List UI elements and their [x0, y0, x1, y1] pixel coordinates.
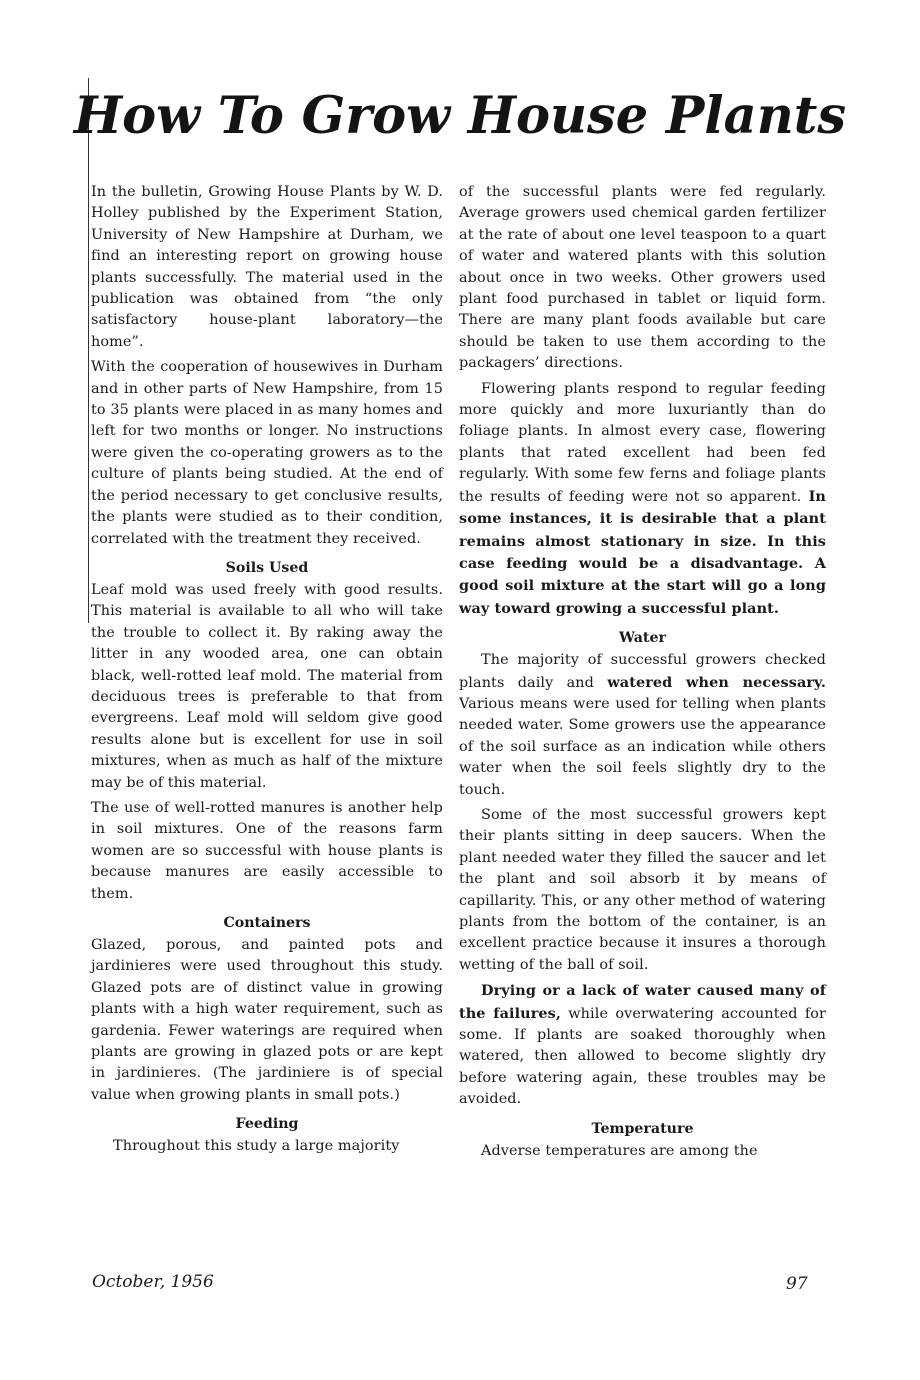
- heading-soils-used: Soils Used: [225, 559, 309, 576]
- heading-temperature: Temperature: [591, 1120, 694, 1137]
- right-paragraph-1: of the successful plants were fed regularly. Average growers used chemical garden fertilizer at the rate of about one level teaspoon to a quart of water and watered plants with this solution about once in two weeks. Other growers used plant food purchased in tablet or liquid form. There are many plant foods available but care should be taken to use them according to the packagers’ directions.: [459, 184, 826, 372]
- right-column: [459, 182, 826, 1162]
- right-paragraph-3-text-a: The majority of successful growers checked plants daily and: [459, 652, 826, 691]
- right-paragraph-6: Adverse temperatures are among the: [481, 1142, 758, 1159]
- right-paragraph-5-bold: Drying or a lack of water caused many of the failures,: [459, 982, 826, 1022]
- left-paragraph-4: The use of well-rotted manures is another help in soil mixtures. One of the reasons farm women are so successful with house plants is because manures are easily accessible to them.: [91, 799, 443, 902]
- left-paragraph-6: Throughout this study a large majority: [113, 1138, 400, 1155]
- right-paragraph-2-text: Flowering plants respond to regular feeding more quickly and more luxuriantly than do foliage plants. In almost every case, flowering plants that rated excellent had been fed regularly. With some few ferns and foliage plants the results of feeding were not so apparent.: [459, 380, 826, 505]
- left-column: [91, 182, 443, 1158]
- right-paragraph-2: [459, 379, 826, 620]
- right-paragraph-3: [459, 650, 826, 801]
- right-paragraph-5: [459, 980, 826, 1110]
- heading-feeding: Feeding: [235, 1116, 299, 1133]
- right-paragraph-3-text-b: Various means were used for telling when plants needed water. Some growers use the appearance of the soil surface as an indication while others water when the soil feels slightly dry to the touch.: [459, 695, 826, 798]
- right-paragraph-4: Some of the most successful growers kept their plants sitting in deep saucers. When the plant needed water they filled the saucer and let the plant and soil absorb it by means of capillarity. This, or any other method of watering plants from the bottom of the container, is an excellent practice because it insures a thorough wetting of the ball of soil.: [459, 806, 826, 973]
- article-title: How To Grow House Plants: [73, 86, 847, 146]
- heading-containers: Containers: [223, 915, 311, 931]
- left-paragraph-2: With the cooperation of housewives in Durham and in other parts of New Hampshire, from 15 to 35 plants were placed in as many homes and left for two months or longer. No instructions were given the co-operating growers as to the culture of plants being studied. At the end of the period necessary to get conclusive results, the plants were studied as to their condition, correlated with the treatment they received.: [91, 359, 443, 547]
- left-paragraph-5: Glazed, porous, and painted pots and jardinieres were used throughout this study. Glazed pots are of distinct value in growing plants with a high water requirement, such as gardenia. Fewer waterings are required when plants are growing in glazed pots or are kept in jardinieres. (The jardiniere is of special value when growing plants in small pots.): [91, 937, 443, 1103]
- right-paragraph-5-text: while overwatering accounted for some. If plants are soaked thoroughly when watered, then allowed to become slightly dry before watering again, these troubles may be avoided.: [459, 1005, 826, 1108]
- right-paragraph-3-bold: watered when necessary.: [607, 673, 826, 691]
- right-paragraph-2-bold: In some instances, it is desirable that a plant remains almost stationary in size. In this case feeding would be a disadvantage. A good soil mixture at the start will go a long way toward growing a successful plant.: [459, 487, 826, 617]
- left-paragraph-3: Leaf mold was used freely with good results. This material is available to all who will take the trouble to collect it. By raking away the litter in any wooded area, one can obtain black, well-rotted leaf mold. The material from deciduous trees is preferable to that from evergreens. Leaf mold will seldom give good results alone but is excellent for use in soil mixtures, when as much as half of the mixture may be of this material.: [91, 581, 443, 791]
- page-number: 97: [786, 1274, 808, 1294]
- footer-date: October, 1956: [92, 1272, 214, 1292]
- heading-water: Water: [619, 630, 666, 647]
- vertical-rule: [88, 78, 89, 623]
- left-paragraph-1: In the bulletin, Growing House Plants by W. D. Holley published by the Experiment Station, University of New Hampshire at Durham, we find an interesting report on growing house plants successfully. The material used in the publication was obtained from “the only satisfactory house-plant laboratory—the home”.: [91, 184, 443, 350]
